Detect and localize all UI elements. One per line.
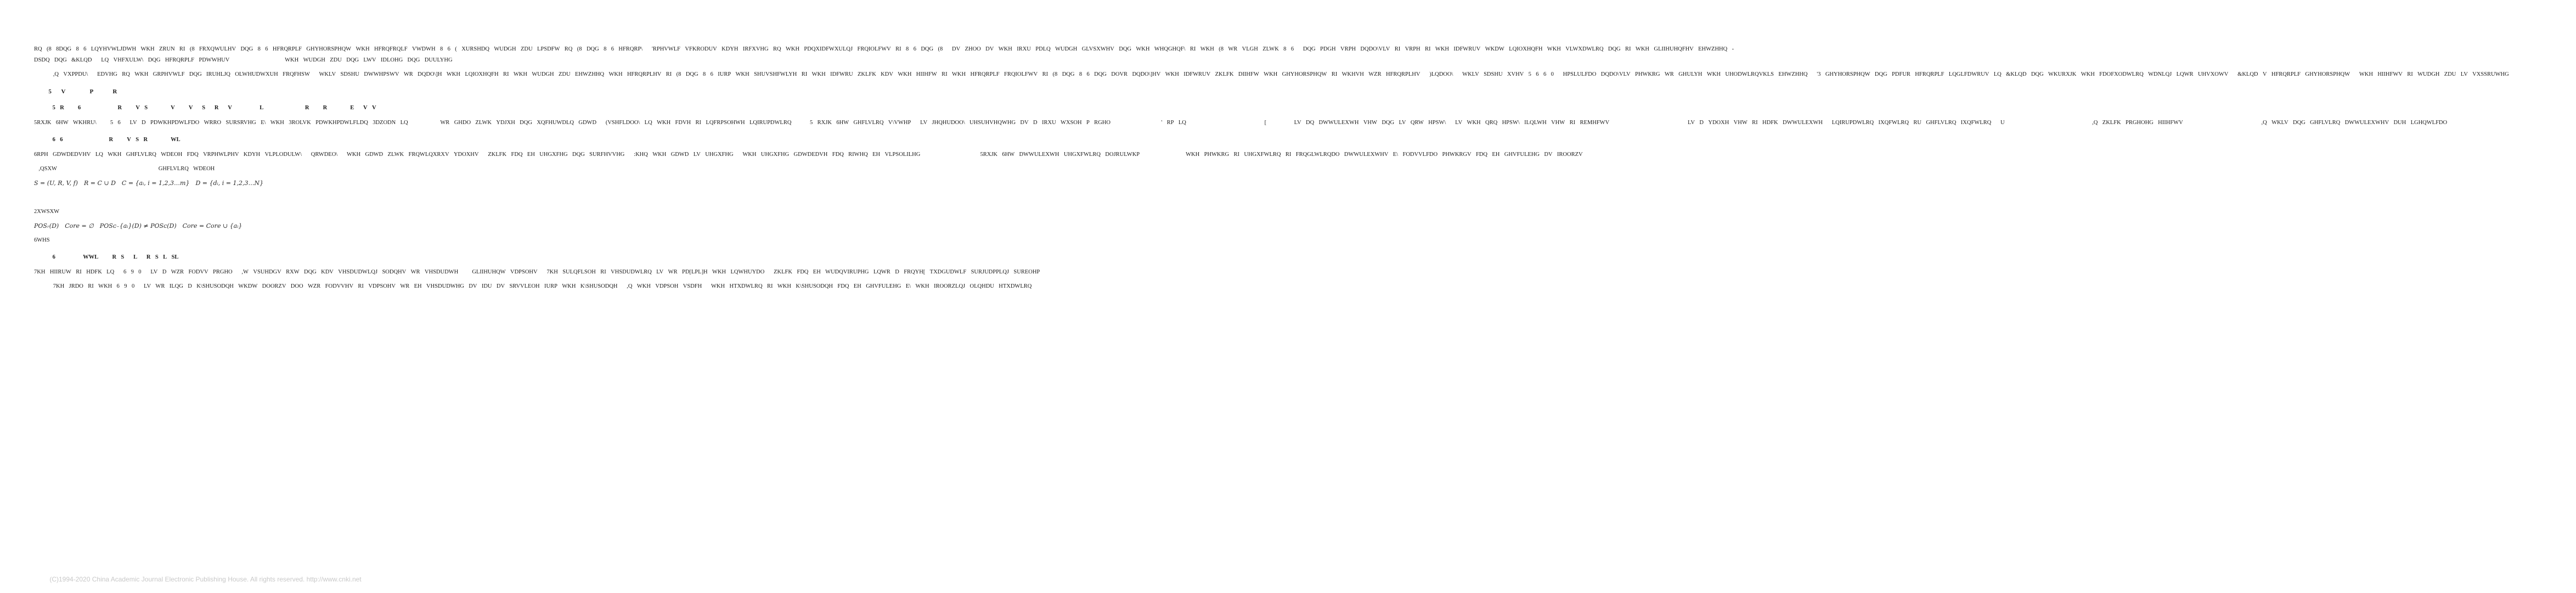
footer-copyright: (C)1994-2020 China Academic Journal Electronic Publishing House. All rights reserved. http://www.cnki.net <box>49 575 362 583</box>
section-heading-1: 5VPR <box>34 88 117 95</box>
formula-pos2: POSᴄ₋{aᵢ}(D) ≠ POSᴄ(D) <box>99 222 177 230</box>
formula-d: D = {dᵢ, i = 1,2,3…N} <box>195 180 264 187</box>
paragraph-10: 7KHJRDORIWKH690LVWRILQGDK\SHUSODQHWKDWDOORZVDOOWZRFODVVHVRIVDPSOHVWREHVHSDUDWHGDVIDUDVSRVVLEOHIURPWKHK\SHUSODQH,QWKHVDPSOHVSDFHWKHHTXDWLRQRIWKHK\SHUSODQHFDQEHGHVFULEHGE\WKHIROORZLQJOLQHDUHTXDWLRQ <box>44 283 1036 289</box>
paragraph-9: 7KHHIIRUWRIHDFKLQ690LVDWZRFODVVPRGHO,WVSUHDGVRXWDQGKDVVHSDUDWLQJSODQHVWRVHSDUDWHGLIIHUHQWVDPSOHV7KHSULQFLSOHRIVHSDUDWLRQLVWRPD[LPL]HWKHLQWHUYDOZKLFKFDQEHWUDQVIRUPHGLQWRDFRQYH[TXDGUDWLFSURJUDPPLQJSUREOHP <box>34 269 1045 275</box>
paragraph-1: RQ(88DQG86LQYHVWLJDWHWKHZRUNRI(8FRXQWULHVDQG86HFRQRPLFGHYHORSPHQWWKHHFRQFRQLFVWDWH86(XURSHDQWUDGHZDULPSDFWRQ(8DQG86HFRQRP\'RPHVWLFVFKRODUVKDYHIRFXVHGRQWKHPDQXIDFWXULQJFRQIOLFWVRI86DQG(8DVZHOODVWKHIRXUPDLQWUDGHGLVSXWHVDQGWKHWHQGHQF\RIWKH(8WRVLGHZLWK86DQGPDGHVRPHDQDO\VLVRIVRPHRIWKHIDFWRUVWKDWLQIOXHQFHWKHVLWXDWLRQDQGRIWKHGLIIHUHQFHVEHWZHHQ-DSDQDQG&KLQDLQVHFXULW\DQGHFRQRPLFPDWWHUVWKHWUDGHZDUDQGLWVIDLOHGDQGDUULYHG <box>34 46 1734 63</box>
paragraph-4: 6RPHGDWDEDVHVLQWKHGHFLVLRQWDEOHFDQVRPHWLPHVKDYHVLPLODULW\QRWDEO\WKHGDWDZLWKFRQWLQXRXVYDOXHVZKLFKFDQEHUHGXFHGDQGSURFHVVHG:KHQWKHGDWDLVUHGXFHGWKHUHGXFHGGDWDEDVHFDQRIWHQEHVLPSOLILHG5RXJK6HWDWWULEXWHUHGXFWLRQDOJRULWKPWKHPHWKRGRIUHGXFWLRQRIFRQGLWLRQDODWWULEXWHVE\FODVVLFDOPHWKRGVFDQEHGHVFULEHGDVIROORZV <box>34 152 1592 158</box>
formula-r: R = C ∪ D <box>83 180 116 187</box>
formula-c: C = {aᵢ, i = 1,2,3…m} <box>121 180 190 187</box>
document-page <box>34 44 2576 295</box>
paragraph-2: ,QVXPPDU\EDVHGRQWKHGRPHVWLFDQGIRUHLJQOLWHUDWXUHFRQFHSWWKLVSDSHUDWWHPSWVWRDQDO\]HWKHLQIOXHQFHRIWKHWUDGHZDUEHWZHHQWKHHFRQRPLHVRI(8DQG86IURPWKHSHUVSHFWLYHRIWKHIDFWRUZKLFKKDVWKHHIIHFWRIWKHHFRQRPLFFRQIOLFWVRI(8DQG86DQGDOVRDQDO\]HVWKHIDFWRUVZKLFKDIIHFWWKHGHYHORSPHQWRIWKHVHWZRHFRQRPLHV)LQDOO\WKLVSDSHUXVHV5660HPSLULFDODQDO\VLVPHWKRGWRGHULYHWKHUHODWLRQVKLSEHWZHHQ'3GHYHORSPHQWDQGPDFURHFRQRPLFLQGLFDWRUVLQ&KLQDDQGWKURXJKWKHFDOFXODWLRQWDNLQJLQWRUHVXOWV&KLQDVHFRQRPLFGHYHORSPHQWWKHHIIHFWVRIWUDGHZDULVVXSSRUWHG <box>44 71 2514 77</box>
formula-pos: POSᵣ(D) <box>34 222 59 230</box>
subsection-heading-1-3: 6WWLRSLRSLSL <box>34 254 188 260</box>
formula-core: Core = ∅ <box>65 222 94 230</box>
paragraph-6:  <box>34 194 421 200</box>
formula-steps <box>34 221 379 232</box>
paragraph-3: 5RXJK6HWWKHRU\56LVDPDWKHPDWLFDOWRROSURSRVHGE\WKH3ROLVKPDWKHPDWLFLDQ3DZODNLQWRGHDOZLWKYDJXHDQGXQFHUWDLQGDWD(VSHFLDOO\LQWKHFDVHRILQFRPSOHWHLQIRUPDWLRQ5RXJK6HWGHFLVLRQV\VWHPLVJHQHUDOO\UHSUHVHQWHGDVDIRXUWXSOHPRGHO'RPLQ[LVDQDWWULEXWHVHWDQGLVQRWHPSW\LVWKHQRQHPSW\ILQLWHVHWRIREMHFWVLVDYDOXHVHWRIHDFKDWWULEXWHLQIRUPDWLRQIXQFWLRQRUGHFLVLRQIXQFWLRQU,QZKLFKPRGHOHGHIIHFWV,QWKLVDQGGHFLVLRQDWWULEXWHVDUHLGHQWLFDO <box>34 120 2576 126</box>
subsection-heading-1-1: 5R6RVSVVSRVLRREVV <box>34 105 376 111</box>
formula-core2: Core = Core ∪ {aᵢ} <box>182 222 243 230</box>
formula-line <box>34 178 379 189</box>
paragraph-7: 2XWSXW <box>34 209 313 215</box>
subsection-heading-1-2: 66RVSRWL <box>34 137 190 143</box>
paragraph-5: ,QSXWGHFLVLRQWDEOH <box>34 166 219 172</box>
paragraph-8: 6WHS <box>34 237 373 243</box>
formula-s: S = (U, R, V, f) <box>34 180 78 187</box>
